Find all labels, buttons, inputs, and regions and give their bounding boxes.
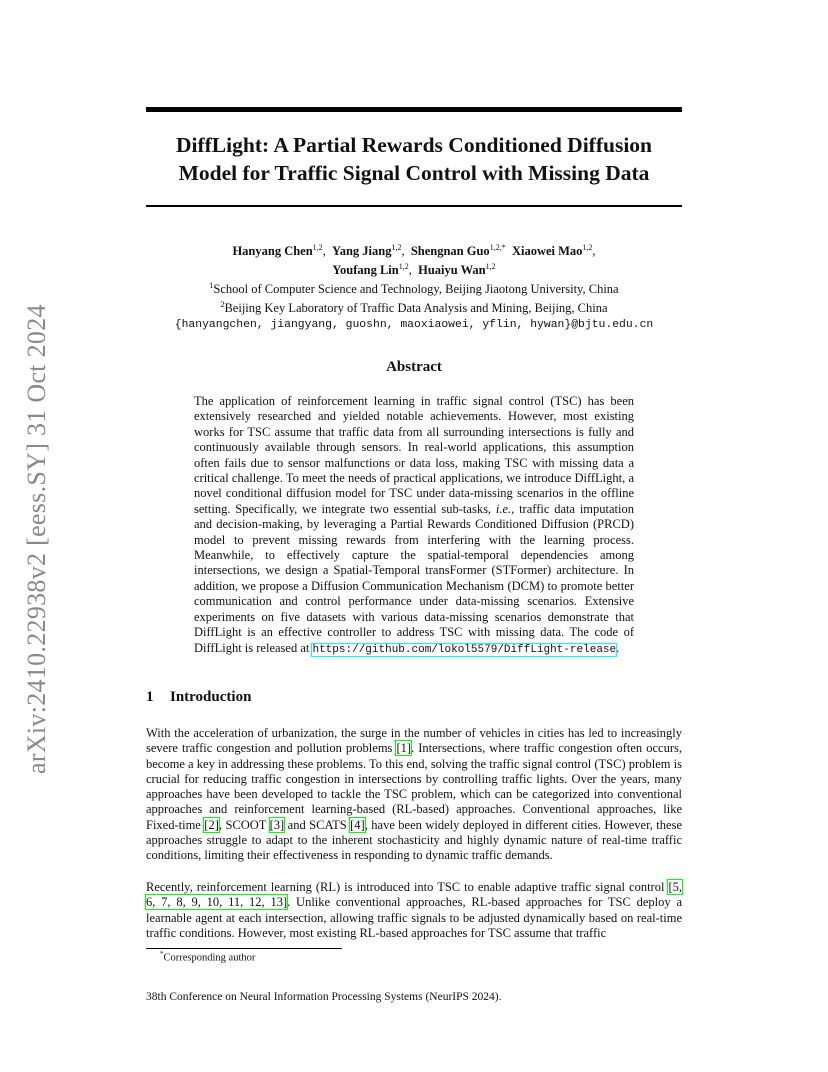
affiliation-1 (146, 278, 682, 297)
author-affil-sup: 1,2 (312, 243, 323, 252)
author-list-line-1 (146, 240, 682, 259)
intro-paragraph-2 (146, 880, 682, 941)
footnote-corresponding-author (160, 950, 255, 964)
intro-p1-text-b: . Intersections, where traffic congestion often occurs, become a key in addressing these problems. To this end, solving the traffic signal control (TSC) problem is crucial for reducing traffic congestion in intersections by controlling traffic lights. Over the years, many approaches have been developed to tackle the TSC problem, which can be categorized into conventional approaches and reinforcement learning-based (RL-based) approaches. Conventional approaches, like Fixed-time (146, 741, 682, 832)
section-heading-introduction (146, 689, 251, 706)
author-name: Yang Jiang (332, 244, 392, 259)
abstract-heading: Abstract (386, 359, 442, 375)
author-sep: , (592, 244, 596, 259)
author-name: Hanyang Chen (232, 244, 313, 259)
affiliation-1-sup: 1 (209, 281, 214, 291)
affiliation-1-text: School of Computer Science and Technology, Beijing Jiaotong University, China (213, 282, 619, 297)
abstract-body (194, 394, 634, 658)
author-sep: , (322, 244, 333, 259)
footnote-text: Corresponding author (163, 952, 256, 964)
abstract-end: . (616, 640, 620, 655)
paper-title (146, 131, 682, 187)
arxiv-side-stamp: arXiv:2410.22938v2 [eess.SY] 31 Oct 2024 (22, 304, 51, 774)
footnote-marker: * (160, 950, 164, 958)
author-affil-sup: 1,2 (391, 243, 402, 252)
citation-link-group[interactable]: [5, 6, 7, 8, 9, 10, 11, 12, 13] (146, 880, 682, 910)
author-sep: , (408, 263, 419, 278)
title-bottom-rule (146, 205, 682, 207)
intro-p1-text-a: With the acceleration of urbanization, the surge in the number of vehicles in cities has led to increasingly severe traffic congestion and pollution problems (146, 726, 682, 756)
citation-link[interactable]: [3] (269, 817, 285, 832)
abstract-text-1: The application of reinforcement learning in traffic signal control (TSC) has been extensively researched and yielded notable achievements. However, most existing works for TSC assume that traffic data from all surrounding intersections is fully and continuously available through sensors. In real-world applications, this assumption often fails due to sensor malfunctions or data loss, making TSC with missing data a critical challenge. To meet the needs of practical applications, we introduce DiffLight, a novel conditional diffusion model for TSC under data-missing scenarios in the offline setting. Specifically, we integrate two essential sub-tasks, (194, 394, 634, 516)
citation-link[interactable]: [1] (396, 741, 412, 756)
title-line-2: Model for Traffic Signal Control with Missing Data (178, 161, 650, 185)
abstract-ie: i.e. (495, 501, 512, 516)
intro-paragraph-1 (146, 726, 682, 864)
footnote-rule (146, 948, 342, 949)
author-name: Xiaowei Mao (511, 244, 583, 259)
intro-p2-text-a: Recently, reinforcement learning (RL) is introduced into TSC to enable adaptive traffic signal control (146, 880, 669, 894)
author-name: Youfang Lin (332, 263, 399, 278)
affiliation-2 (146, 297, 682, 316)
intro-p1-text-c: , SCOOT (218, 817, 270, 832)
author-affil-sup: 1,2,* (489, 243, 506, 252)
intro-p2-text-b: . Unlike conventional approaches, RL-based approaches for TSC deploy a learnable agent at each intersection, allowing traffic signals to be adjusted dynamically based on real-time traffic conditions. However, most existing RL-based approaches for TSC assume that traffic (146, 895, 682, 940)
code-repository-link[interactable]: https://github.com/lokol5579/DiffLight-release (312, 643, 617, 656)
author-name: Shengnan Guo (410, 244, 490, 259)
citation-link[interactable]: [2] (204, 817, 219, 832)
citation-link[interactable]: [4] (350, 817, 365, 832)
author-affil-sup: 1,2 (398, 262, 409, 272)
author-name: Huaiyu Wan (418, 263, 486, 278)
section-title: Introduction (170, 689, 252, 705)
intro-p1-text-e: , have been widely deployed in different cities. However, these approaches struggle to adapt to the inherent stochasticity and highly dynamic nature of real-time traffic conditions, limiting their effectiveness in responding to dynamic traffic demands. (146, 817, 682, 863)
affiliation-2-text: Beijing Key Laboratory of Traffic Data Analysis and Mining, Beijing, China (224, 301, 608, 316)
author-emails: {hanyangchen, jiangyang, guoshn, maoxiaowei, yflin, hywan}@bjtu.edu.cn (174, 318, 654, 331)
author-sep: , (401, 244, 411, 259)
abstract-text-2: , traffic data imputation and decision-making, by leveraging a Partial Rewards Conditioned Diffusion (PRCD) model to prevent missing rewards from interfering with the learning process. Meanwhile, to effectively capture the spatial-temporal dependencies among intersections, we design a Spatial-Temporal transFormer (STFormer) architecture. In addition, we propose a Diffusion Communication Mechanism (DCM) to promote better communication and control performance under data-missing scenarios. Extensive experiments on five datasets with various data-missing scenarios demonstrate that DiffLight is an effective controller to address TSC with missing data. The code of DiffLight is released at (194, 501, 634, 655)
conference-footer: 38th Conference on Neural Information Processing Systems (NeurIPS 2024). (146, 991, 502, 1003)
title-top-rule (146, 107, 682, 112)
intro-p1-text-d: and SCATS (284, 817, 351, 832)
author-block (146, 240, 682, 333)
affiliation-2-sup: 2 (220, 300, 225, 310)
author-list-line-2 (146, 259, 682, 278)
section-number: 1 (146, 689, 154, 705)
author-affil-sup: 1,2 (582, 243, 593, 252)
author-affil-sup: 1,2 (485, 262, 496, 272)
title-line-1: DiffLight: A Partial Rewards Conditioned Diffusion (175, 133, 652, 157)
